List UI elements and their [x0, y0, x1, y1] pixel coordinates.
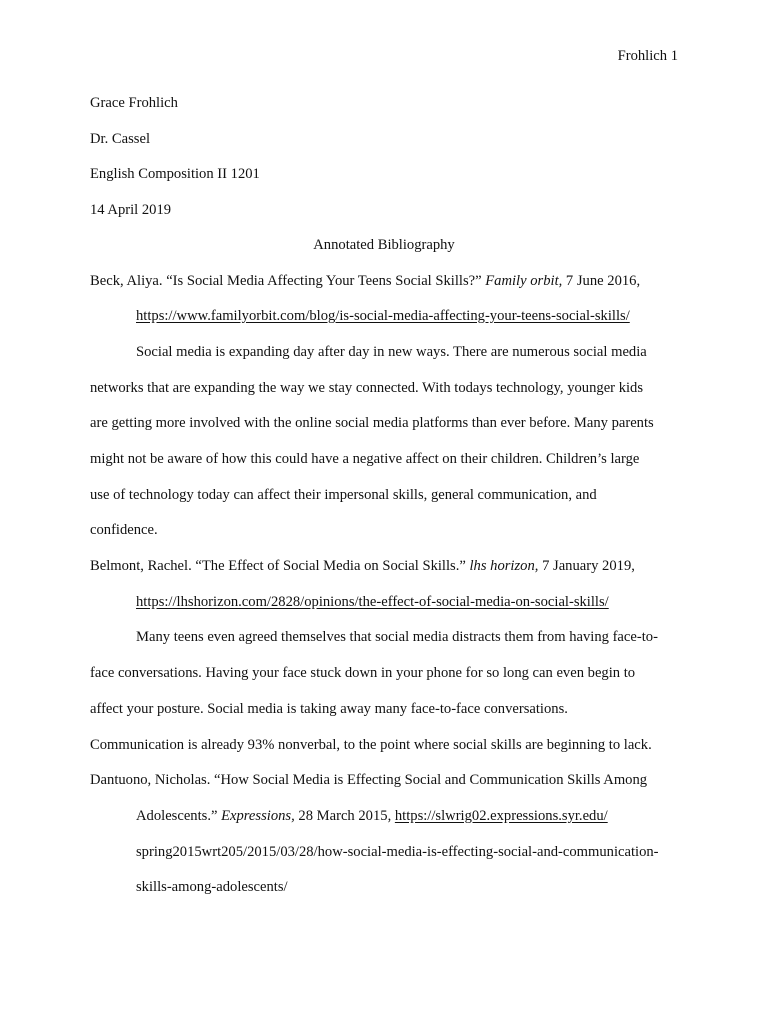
running-head: Frohlich 1 — [617, 48, 678, 64]
citation-text: Adolescents.” — [136, 808, 222, 824]
document-title: Annotated Bibliography — [313, 237, 455, 253]
citation-url-beck[interactable]: https://www.familyorbit.com/blog/is-social-media-affecting-your-teens-social-skills/ — [136, 308, 630, 324]
citation-date: 28 March 2015, — [294, 808, 395, 824]
citation-url-continued: skills-among-adolescents/ — [136, 879, 288, 895]
citation-url-dantuono[interactable]: https://slwrig02.expressions.syr.edu/ — [394, 808, 608, 824]
citation-belmont — [90, 557, 635, 575]
citation-source: Expressions, — [221, 808, 295, 824]
annotation-line: confidence. — [90, 522, 158, 538]
author-name: Grace Frohlich — [90, 95, 178, 111]
instructor-name: Dr. Cassel — [90, 131, 150, 147]
citation-date: 7 January 2019, — [538, 558, 635, 574]
citation-dantuono-continued — [136, 807, 608, 825]
citation-url-continued: spring2015wrt205/2015/03/28/how-social-media-is-effecting-social-and-communication- — [136, 844, 659, 860]
course-name: English Composition II 1201 — [90, 166, 260, 182]
annotation-line: Communication is already 93% nonverbal, to the point where social skills are beginning to lack. — [90, 737, 652, 753]
annotation-line: are getting more involved with the online social media platforms than ever before. Many parents — [90, 415, 654, 431]
citation-dantuono: Dantuono, Nicholas. “How Social Media is Effecting Social and Communication Skills Among — [90, 772, 648, 788]
citation-beck — [90, 272, 640, 290]
annotation-line: networks that are expanding the way we stay connected. With todays technology, younger kids — [90, 380, 644, 396]
citation-text: Belmont, Rachel. “The Effect of Social Media on Social Skills.” — [90, 558, 470, 574]
annotation-line: might not be aware of how this could have a negative affect on their children. Children’s large — [90, 451, 640, 467]
citation-source: Family orbit, — [485, 273, 563, 289]
citation-source: lhs horizon, — [469, 558, 539, 574]
citation-date: 7 June 2016, — [562, 273, 641, 289]
annotation-line: affect your posture. Social media is taking away many face-to-face conversations. — [90, 701, 568, 717]
annotation-line: Many teens even agreed themselves that social media distracts them from having face-to- — [136, 629, 658, 645]
citation-text: Beck, Aliya. “Is Social Media Affecting Your Teens Social Skills?” — [90, 273, 486, 289]
annotation-line: face conversations. Having your face stuck down in your phone for so long can even begin to — [90, 665, 636, 681]
annotation-line: Social media is expanding day after day in new ways. There are numerous social media — [136, 344, 647, 360]
document-date: 14 April 2019 — [90, 202, 172, 218]
annotation-line: use of technology today can affect their impersonal skills, general communication, and — [90, 487, 597, 503]
citation-url-belmont[interactable]: https://lhshorizon.com/2828/opinions/the-effect-of-social-media-on-social-skills/ — [136, 594, 609, 610]
